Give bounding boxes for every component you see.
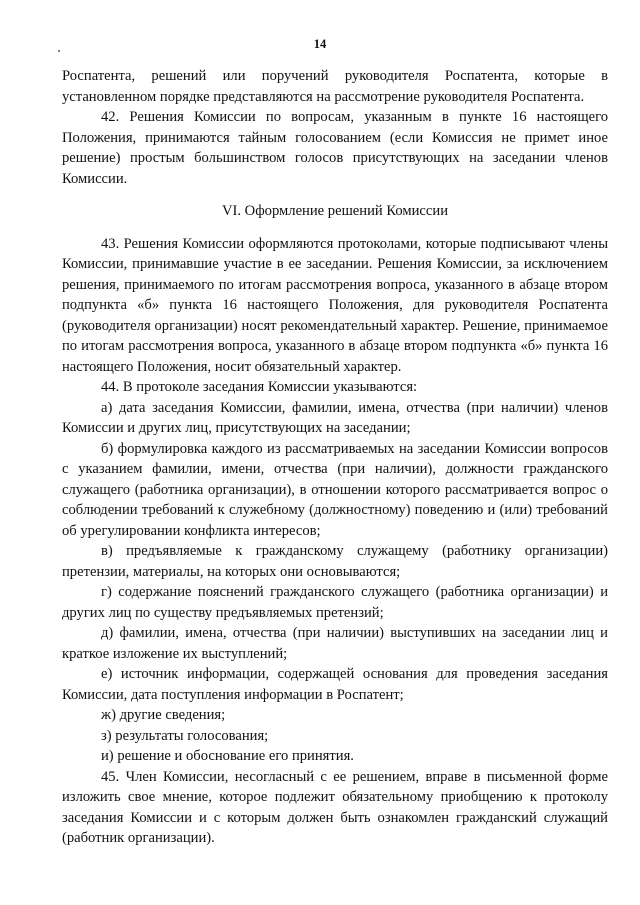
page-number: 14 (313, 37, 327, 51)
list-item-a: а) дата заседания Комиссии, фамилии, имена, отчества (при наличии) членов Комиссии и других лиц, присутствующих на заседании; (62, 399, 608, 436)
scan-speck (58, 50, 60, 52)
list-item-v: в) предъявляемые к гражданскому служащему (работнику организации) претензии, материалы, на которых они основываются; (62, 543, 608, 580)
list-item-i: и) решение и обоснование его принятия. (101, 748, 354, 764)
list-item-g: г) содержание пояснений гражданского служащего (работника организации) и других лиц по существу предъявляемых претензий; (62, 584, 608, 621)
list-item-d: д) фамилии, имена, отчества (при наличии) выступивших на заседании лиц и краткое изложение их выступлений; (62, 625, 608, 662)
list-item-e: е) источник информации, содержащей основания для проведения заседания Комиссии, дата поступления информации в Роспатент; (62, 666, 608, 703)
paragraph-44: 44. В протоколе заседания Комиссии указываются: (101, 379, 418, 395)
paragraph-43: 43. Решения Комиссии оформляются протоколами, которые подписывают члены Комиссии, принимавшие участие в ее заседании. Решения Комиссии, за исключением решения, принимаемого по итогам рассмотрения вопроса, указанного в абзаце втором подпункта «б» пункта 16 настоящего Положения, для руководителя Роспатента (руководителя организации) носят рекомендательный характер. Решение, принимаемое по итогам рассмотрения вопроса, указанного в абзаце втором подпункта «б» пункта 16 настоящего Положения, носит обязательный характер. (62, 235, 608, 375)
document-body (62, 66, 608, 849)
list-item-zh: ж) другие сведения; (101, 707, 226, 723)
list-item-z: з) результаты голосования; (101, 727, 269, 744)
paragraph-45: 45. Член Комиссии, несогласный с ее решением, вправе в письменной форме изложить свое мнение, которое подлежит обязательному приобщению к протоколу заседания Комиссии и с которым должен быть ознакомлен гражданский служащий (работник организации). (62, 768, 608, 846)
paragraph-42: 42. Решения Комиссии по вопросам, указанным в пункте 16 настоящего Положения, принимаются тайным голосованием (если Комиссия не примет иное решение) простым большинством голосов присутствующих на заседании членов Комиссии. (62, 109, 608, 187)
paragraph-continuation: Роспатента, решений или поручений руководителя Роспатента, которые в установленном порядке представляются на рассмотрение руководителя Роспатента. (62, 68, 608, 105)
list-item-b: б) формулировка каждого из рассматриваемых на заседании Комиссии вопросов с указанием фамилии, имени, отчества (при наличии), должности гражданского служащего (работника организации), в отношении которого рассматривается вопрос о соблюдении требований к служебному (должностному) поведению и (или) требований об урегулировании конфликта интересов; (62, 440, 608, 539)
section-heading: VI. Оформление решений Комиссии (221, 203, 449, 219)
